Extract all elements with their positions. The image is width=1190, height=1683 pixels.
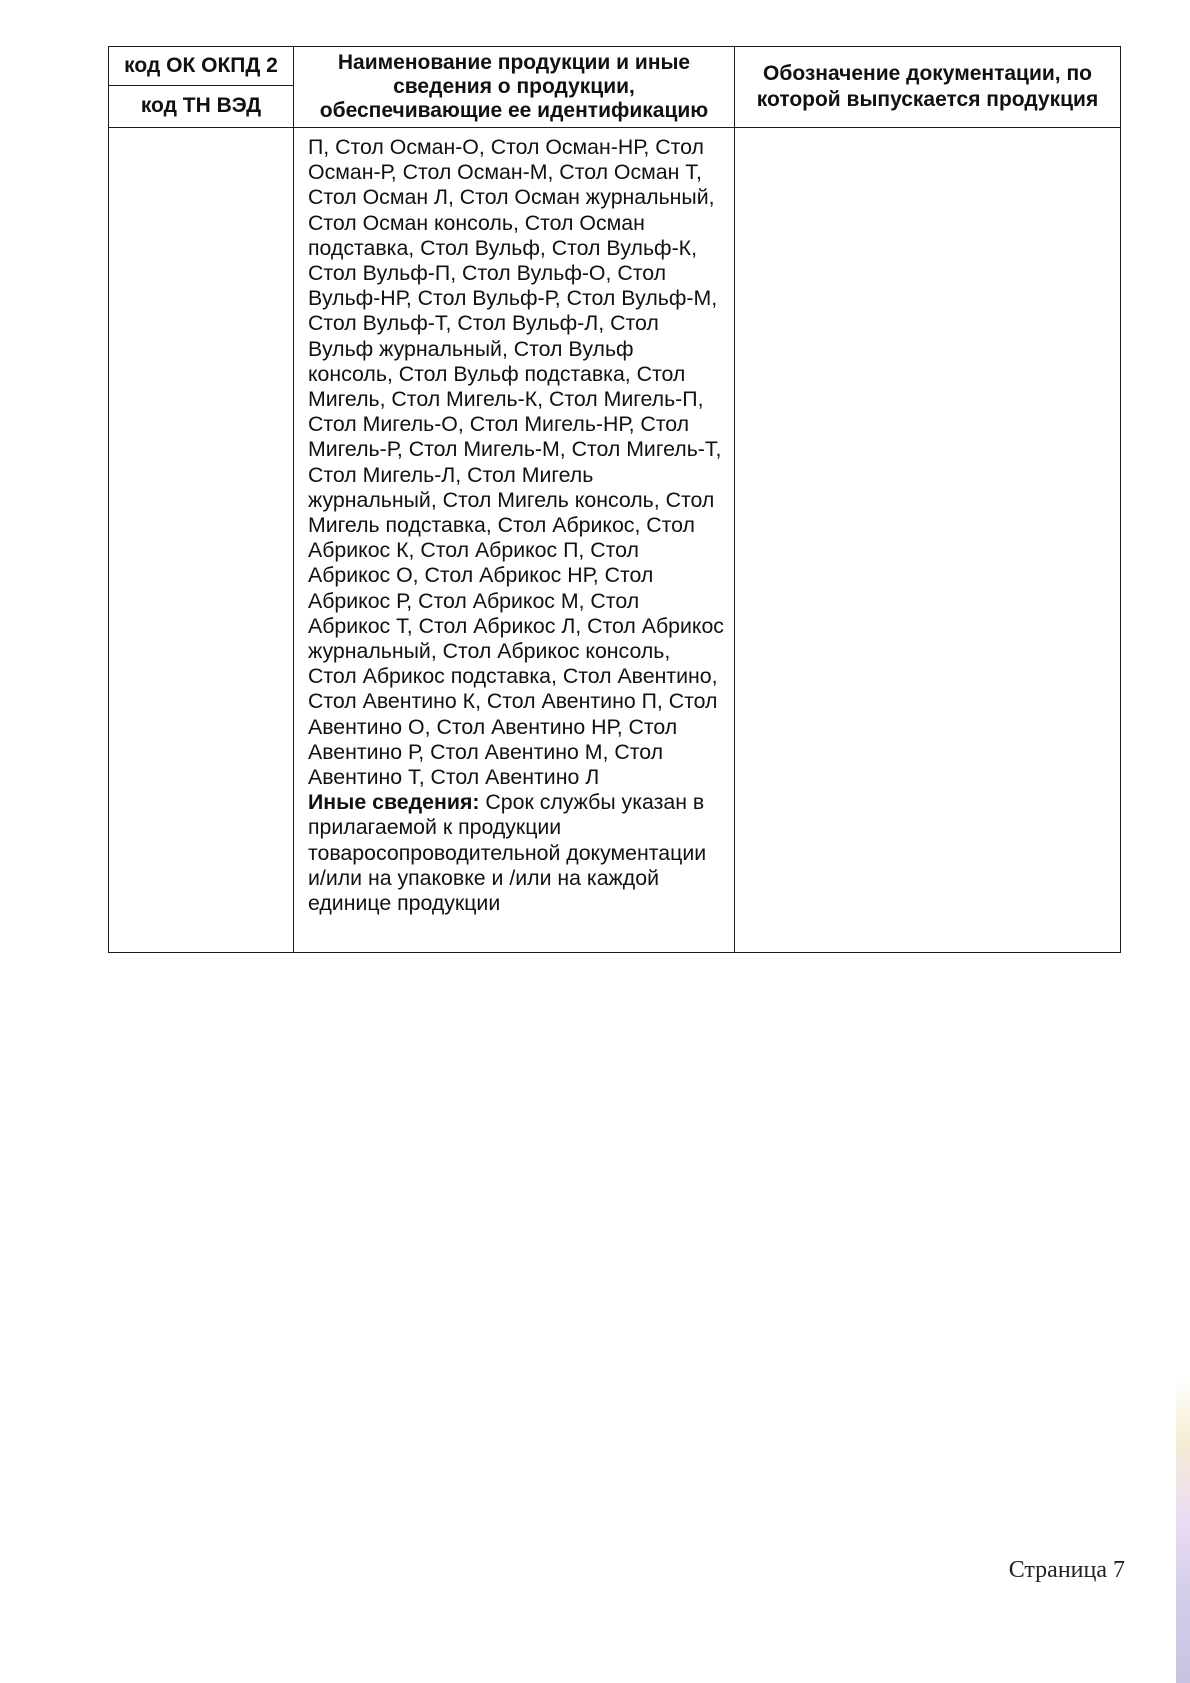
table-row	[109, 128, 1121, 953]
cell-products	[294, 128, 735, 953]
header-code-okpd: код ОК ОКПД 2	[109, 47, 294, 86]
header-documentation: Обозначение документации, по которой выпускается продукция	[735, 47, 1121, 128]
other-info-label: Иные сведения:	[308, 790, 480, 815]
cell-code	[109, 128, 294, 953]
product-list: П, Стол Осман-О, Стол Осман-НР, Стол Осман-Р, Стол Осман-М, Стол Осман Т, Стол Осман Л, Стол Осман журнальный, Стол Осман консоль, Стол Осман подставка, Стол Вульф, Стол Вульф-К, Стол Вульф-П, Стол Вульф-О, Стол Вульф-НР, Стол Вульф-Р, Стол Вульф-М, Стол Вульф-Т, Стол Вульф-Л, Стол Вульф журнальный, Стол Вульф консоль, Стол Вульф подставка, Стол Мигель, Стол Мигель-К, Стол Мигель-П, Стол Мигель-О, Стол Мигель-НР, Стол Мигель-Р, Стол Мигель-М, Стол Мигель-Т, Стол Мигель-Л, Стол Мигель журнальный, Стол Мигель консоль, Стол Мигель подставка, Стол Абрикос, Стол Абрикос К, Стол Абрикос П, Стол Абрикос О, Стол Абрикос НР, Стол Абрикос Р, Стол Абрикос М, Стол Абрикос Т, Стол Абрикос Л, Стол Абрикос журнальный, Стол Абрикос консоль, Стол Абрикос подставка, Стол Авентино, Стол Авентино К, Стол Авентино П, Стол Авентино О, Стол Авентино НР, Стол Авентино Р, Стол Авентино М, Стол Авентино Т, Стол Авентино Л	[308, 135, 724, 790]
certificate-products-table	[108, 46, 1121, 953]
cell-documentation	[735, 128, 1121, 953]
header-code-tn: код ТН ВЭД	[109, 86, 294, 128]
other-info-text: Срок службы указан в прилагаемой к продукции товаросопроводительной документации и/или на упаковке и /или на каждой единице продукции	[308, 790, 707, 916]
page-number: Страница 7	[1008, 1557, 1125, 1583]
header-product-name: Наименование продукции и иные сведения о продукции, обеспечивающие ее идентификацию	[294, 47, 735, 128]
product-list-text	[294, 128, 734, 922]
table-header-row-1	[109, 47, 1121, 86]
scan-edge-decoration	[1176, 1380, 1190, 1683]
